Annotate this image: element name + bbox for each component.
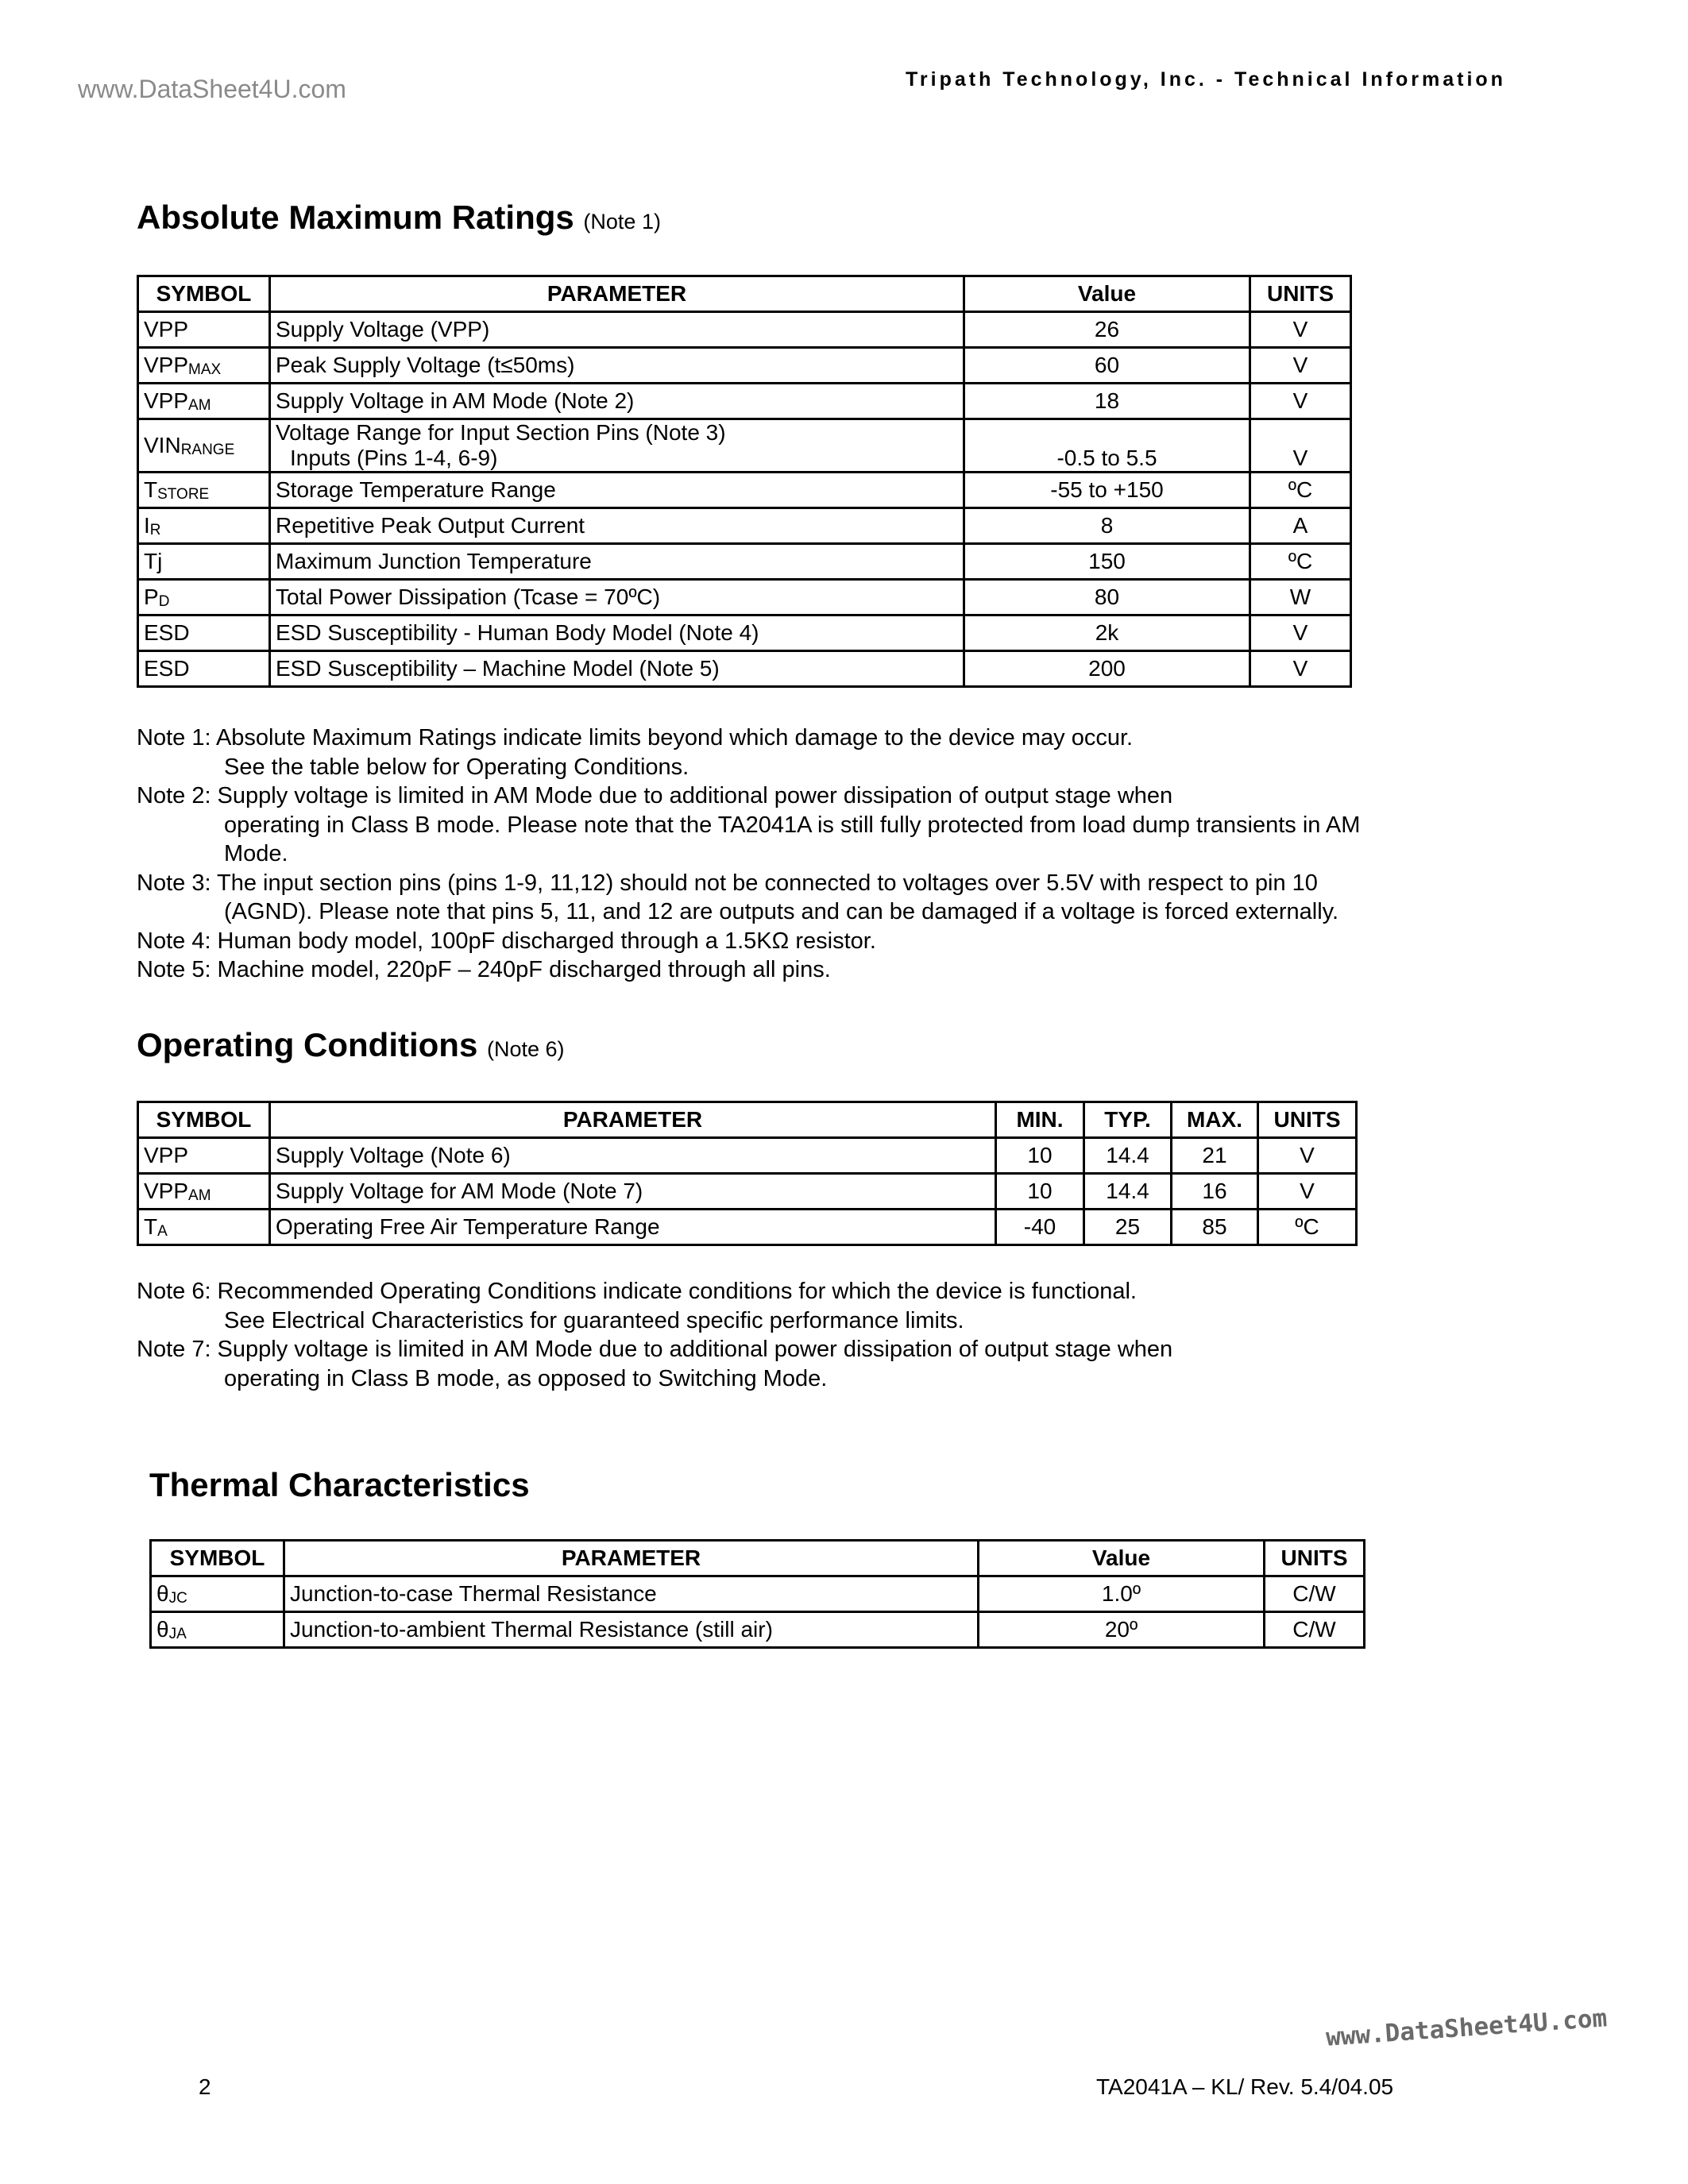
oc-max-cell: 21 bbox=[1172, 1138, 1258, 1174]
tc-value-cell: 20º bbox=[979, 1612, 1265, 1648]
symbol: θ bbox=[156, 1616, 169, 1642]
tc-row bbox=[151, 1576, 1365, 1612]
amr-value-cell: 200 bbox=[964, 651, 1250, 687]
symbol-subscript: STORE bbox=[157, 485, 210, 503]
amr-row bbox=[138, 348, 1351, 384]
amr-row bbox=[138, 312, 1351, 348]
oc-typ-cell: 14.4 bbox=[1084, 1174, 1172, 1210]
oc-notes bbox=[137, 1277, 1172, 1393]
note-line: operating in Class B mode. Please note that the TA2041A is still fully protected from load dump transients in AM bbox=[224, 812, 1361, 838]
amr-symbol-cell bbox=[138, 615, 270, 651]
oc-row bbox=[138, 1174, 1357, 1210]
page-header: Tripath Technology, Inc. - Technical Information bbox=[906, 68, 1506, 91]
amr-symbol-cell bbox=[138, 348, 270, 384]
amr-row bbox=[138, 419, 1351, 473]
amr-units-cell: A bbox=[1250, 508, 1351, 544]
amr-parameter-cell: ESD Susceptibility - Human Body Model (Note 4) bbox=[270, 615, 964, 651]
amr-parameter-cell: ESD Susceptibility – Machine Model (Note 5) bbox=[270, 651, 964, 687]
symbol: θ bbox=[156, 1580, 169, 1606]
oc-parameter-cell: Supply Voltage for AM Mode (Note 7) bbox=[270, 1174, 996, 1210]
amr-title-text: Absolute Maximum Ratings bbox=[137, 199, 574, 236]
amr-value-cell: -55 to +150 bbox=[964, 473, 1250, 508]
parameter-line-2: Inputs (Pins 1-4, 6-9) bbox=[290, 446, 498, 470]
oc-header-5: UNITS bbox=[1258, 1102, 1357, 1138]
page-number: 2 bbox=[199, 2074, 211, 2099]
note-line: Note 1: Absolute Maximum Ratings indicate limits beyond which damage to the device may occur. bbox=[137, 725, 1134, 751]
oc-max-cell: 16 bbox=[1172, 1174, 1258, 1210]
amr-header-1: PARAMETER bbox=[270, 276, 964, 312]
note-line: operating in Class B mode, as opposed to Switching Mode. bbox=[224, 1365, 828, 1391]
note-line: Mode. bbox=[224, 841, 288, 866]
amr-value-cell: -0.5 to 5.5 bbox=[964, 419, 1250, 473]
tc-units-cell: C/W bbox=[1265, 1612, 1365, 1648]
amr-value-cell: 150 bbox=[964, 544, 1250, 580]
amr-parameter-cell: Peak Supply Voltage (t≤50ms) bbox=[270, 348, 964, 384]
amr-value-cell: 18 bbox=[964, 384, 1250, 419]
symbol: VPP bbox=[144, 1143, 189, 1167]
amr-parameter-cell bbox=[270, 419, 964, 473]
oc-parameter-cell: Operating Free Air Temperature Range bbox=[270, 1210, 996, 1245]
note-line: Note 6: Recommended Operating Conditions indicate conditions for which the device is functional. bbox=[137, 1279, 1137, 1304]
amr-units-cell: W bbox=[1250, 580, 1351, 615]
amr-row bbox=[138, 544, 1351, 580]
amr-units-cell: ºC bbox=[1250, 473, 1351, 508]
oc-title-text: Operating Conditions bbox=[137, 1026, 478, 1063]
note-line: (AGND). Please note that pins 5, 11, and 12 are outputs and can be damaged if a voltage is forced externally. bbox=[224, 899, 1339, 924]
symbol: VPP bbox=[144, 352, 189, 377]
amr-notes bbox=[137, 723, 1360, 985]
amr-parameter-cell: Storage Temperature Range bbox=[270, 473, 964, 508]
oc-min-cell: 10 bbox=[996, 1174, 1084, 1210]
amr-parameter-cell: Maximum Junction Temperature bbox=[270, 544, 964, 580]
tc-value-cell: 1.0º bbox=[979, 1576, 1265, 1612]
oc-min-cell: 10 bbox=[996, 1138, 1084, 1174]
amr-symbol-cell bbox=[138, 473, 270, 508]
oc-symbol-cell bbox=[138, 1210, 270, 1245]
note-line: Note 2: Supply voltage is limited in AM Mode due to additional power dissipation of output stage when bbox=[137, 783, 1173, 808]
amr-title-note: (Note 1) bbox=[583, 210, 661, 233]
tc-header-2: Value bbox=[979, 1541, 1265, 1576]
symbol: VPP bbox=[144, 388, 189, 413]
amr-units-cell: ºC bbox=[1250, 544, 1351, 580]
doc-revision: TA2041A – KL/ Rev. 5.4/04.05 bbox=[1096, 2074, 1394, 2099]
amr-units-cell: V bbox=[1250, 312, 1351, 348]
tc-units-cell: C/W bbox=[1265, 1576, 1365, 1612]
oc-row bbox=[138, 1210, 1357, 1245]
amr-units-cell: V bbox=[1250, 348, 1351, 384]
amr-value-cell: 26 bbox=[964, 312, 1250, 348]
oc-header-row bbox=[138, 1102, 1357, 1138]
oc-table bbox=[137, 1101, 1358, 1246]
symbol: T bbox=[144, 1214, 158, 1239]
oc-header-2: MIN. bbox=[996, 1102, 1084, 1138]
symbol-subscript: AM bbox=[188, 1187, 211, 1204]
tc-header-3: UNITS bbox=[1265, 1541, 1365, 1576]
watermark-bottom[interactable]: www.DataSheet4U.com bbox=[1325, 2004, 1609, 2052]
oc-units-cell: V bbox=[1258, 1174, 1357, 1210]
tc-row bbox=[151, 1612, 1365, 1648]
symbol-subscript: JA bbox=[168, 1625, 187, 1642]
oc-row bbox=[138, 1138, 1357, 1174]
oc-min-cell: -40 bbox=[996, 1210, 1084, 1245]
amr-row bbox=[138, 615, 1351, 651]
note-line: See the table below for Operating Conditions. bbox=[224, 754, 689, 780]
oc-parameter-cell: Supply Voltage (Note 6) bbox=[270, 1138, 996, 1174]
watermark-top[interactable]: www.DataSheet4U.com bbox=[78, 75, 346, 103]
amr-value-cell: 60 bbox=[964, 348, 1250, 384]
tc-parameter-cell: Junction-to-case Thermal Resistance bbox=[284, 1576, 979, 1612]
amr-row bbox=[138, 384, 1351, 419]
amr-parameter-cell: Supply Voltage (VPP) bbox=[270, 312, 964, 348]
oc-symbol-cell bbox=[138, 1138, 270, 1174]
parameter-line: Voltage Range for Input Section Pins (Note 3) bbox=[276, 420, 726, 445]
oc-typ-cell: 25 bbox=[1084, 1210, 1172, 1245]
tc-symbol-cell bbox=[151, 1612, 284, 1648]
amr-value-cell: 2k bbox=[964, 615, 1250, 651]
tc-header-0: SYMBOL bbox=[151, 1541, 284, 1576]
amr-symbol-cell bbox=[138, 544, 270, 580]
amr-title bbox=[137, 199, 661, 237]
amr-parameter-cell: Total Power Dissipation (Tcase = 70ºC) bbox=[270, 580, 964, 615]
note-line: Note 7: Supply voltage is limited in AM Mode due to additional power dissipation of output stage when bbox=[137, 1337, 1173, 1362]
amr-value-cell: 8 bbox=[964, 508, 1250, 544]
oc-header-0: SYMBOL bbox=[138, 1102, 270, 1138]
tc-symbol-cell bbox=[151, 1576, 284, 1612]
oc-max-cell: 85 bbox=[1172, 1210, 1258, 1245]
amr-units-cell: V bbox=[1250, 615, 1351, 651]
tc-title bbox=[149, 1466, 530, 1504]
amr-row bbox=[138, 508, 1351, 544]
symbol: ESD bbox=[144, 620, 190, 645]
tc-header-1: PARAMETER bbox=[284, 1541, 979, 1576]
symbol: I bbox=[144, 512, 150, 538]
amr-symbol-cell bbox=[138, 651, 270, 687]
note-line: Note 3: The input section pins (pins 1-9, 11,12) should not be connected to voltages over 5.5V with respect to pin 10 bbox=[137, 870, 1318, 896]
amr-value-cell: 80 bbox=[964, 580, 1250, 615]
symbol: P bbox=[144, 584, 159, 609]
amr-units-cell: V bbox=[1250, 419, 1351, 473]
symbol: VPP bbox=[144, 1178, 189, 1203]
amr-row bbox=[138, 473, 1351, 508]
oc-header-3: TYP. bbox=[1084, 1102, 1172, 1138]
tc-parameter-cell: Junction-to-ambient Thermal Resistance (still air) bbox=[284, 1612, 979, 1648]
oc-title bbox=[137, 1026, 565, 1064]
symbol-subscript: D bbox=[158, 592, 170, 610]
oc-symbol-cell bbox=[138, 1174, 270, 1210]
amr-header-0: SYMBOL bbox=[138, 276, 270, 312]
oc-units-cell: ºC bbox=[1258, 1210, 1357, 1245]
symbol-subscript: R bbox=[149, 521, 161, 538]
amr-symbol-cell bbox=[138, 384, 270, 419]
note-line: Note 4: Human body model, 100pF discharged through a 1.5KΩ resistor. bbox=[137, 928, 876, 954]
symbol-subscript: JC bbox=[168, 1589, 187, 1607]
symbol-subscript: MAX bbox=[188, 361, 222, 378]
symbol: T bbox=[144, 477, 158, 502]
oc-header-4: MAX. bbox=[1172, 1102, 1258, 1138]
amr-row bbox=[138, 651, 1351, 687]
tc-table bbox=[149, 1539, 1365, 1649]
tc-header-row bbox=[151, 1541, 1365, 1576]
amr-header-3: UNITS bbox=[1250, 276, 1351, 312]
amr-symbol-cell bbox=[138, 312, 270, 348]
amr-row bbox=[138, 580, 1351, 615]
symbol: ESD bbox=[144, 656, 190, 681]
oc-typ-cell: 14.4 bbox=[1084, 1138, 1172, 1174]
note-line: Note 5: Machine model, 220pF – 240pF discharged through all pins. bbox=[137, 957, 831, 982]
oc-title-note: (Note 6) bbox=[486, 1037, 565, 1061]
oc-units-cell: V bbox=[1258, 1138, 1357, 1174]
oc-header-1: PARAMETER bbox=[270, 1102, 996, 1138]
amr-units-cell: V bbox=[1250, 384, 1351, 419]
symbol-subscript: A bbox=[157, 1222, 168, 1240]
amr-header-2: Value bbox=[964, 276, 1250, 312]
amr-parameter-cell: Supply Voltage in AM Mode (Note 2) bbox=[270, 384, 964, 419]
symbol: Tj bbox=[144, 549, 163, 573]
symbol: VIN bbox=[144, 432, 181, 457]
symbol: VPP bbox=[144, 317, 189, 341]
amr-units-cell: V bbox=[1250, 651, 1351, 687]
amr-symbol-cell bbox=[138, 419, 270, 473]
note-line: See Electrical Characteristics for guaranteed specific performance limits. bbox=[224, 1307, 964, 1333]
amr-parameter-cell: Repetitive Peak Output Current bbox=[270, 508, 964, 544]
symbol-subscript: AM bbox=[188, 396, 211, 414]
amr-table bbox=[137, 275, 1352, 688]
amr-symbol-cell bbox=[138, 508, 270, 544]
amr-symbol-cell bbox=[138, 580, 270, 615]
tc-title-text: Thermal Characteristics bbox=[149, 1466, 530, 1503]
symbol-subscript: RANGE bbox=[180, 441, 235, 458]
amr-header-row bbox=[138, 276, 1351, 312]
